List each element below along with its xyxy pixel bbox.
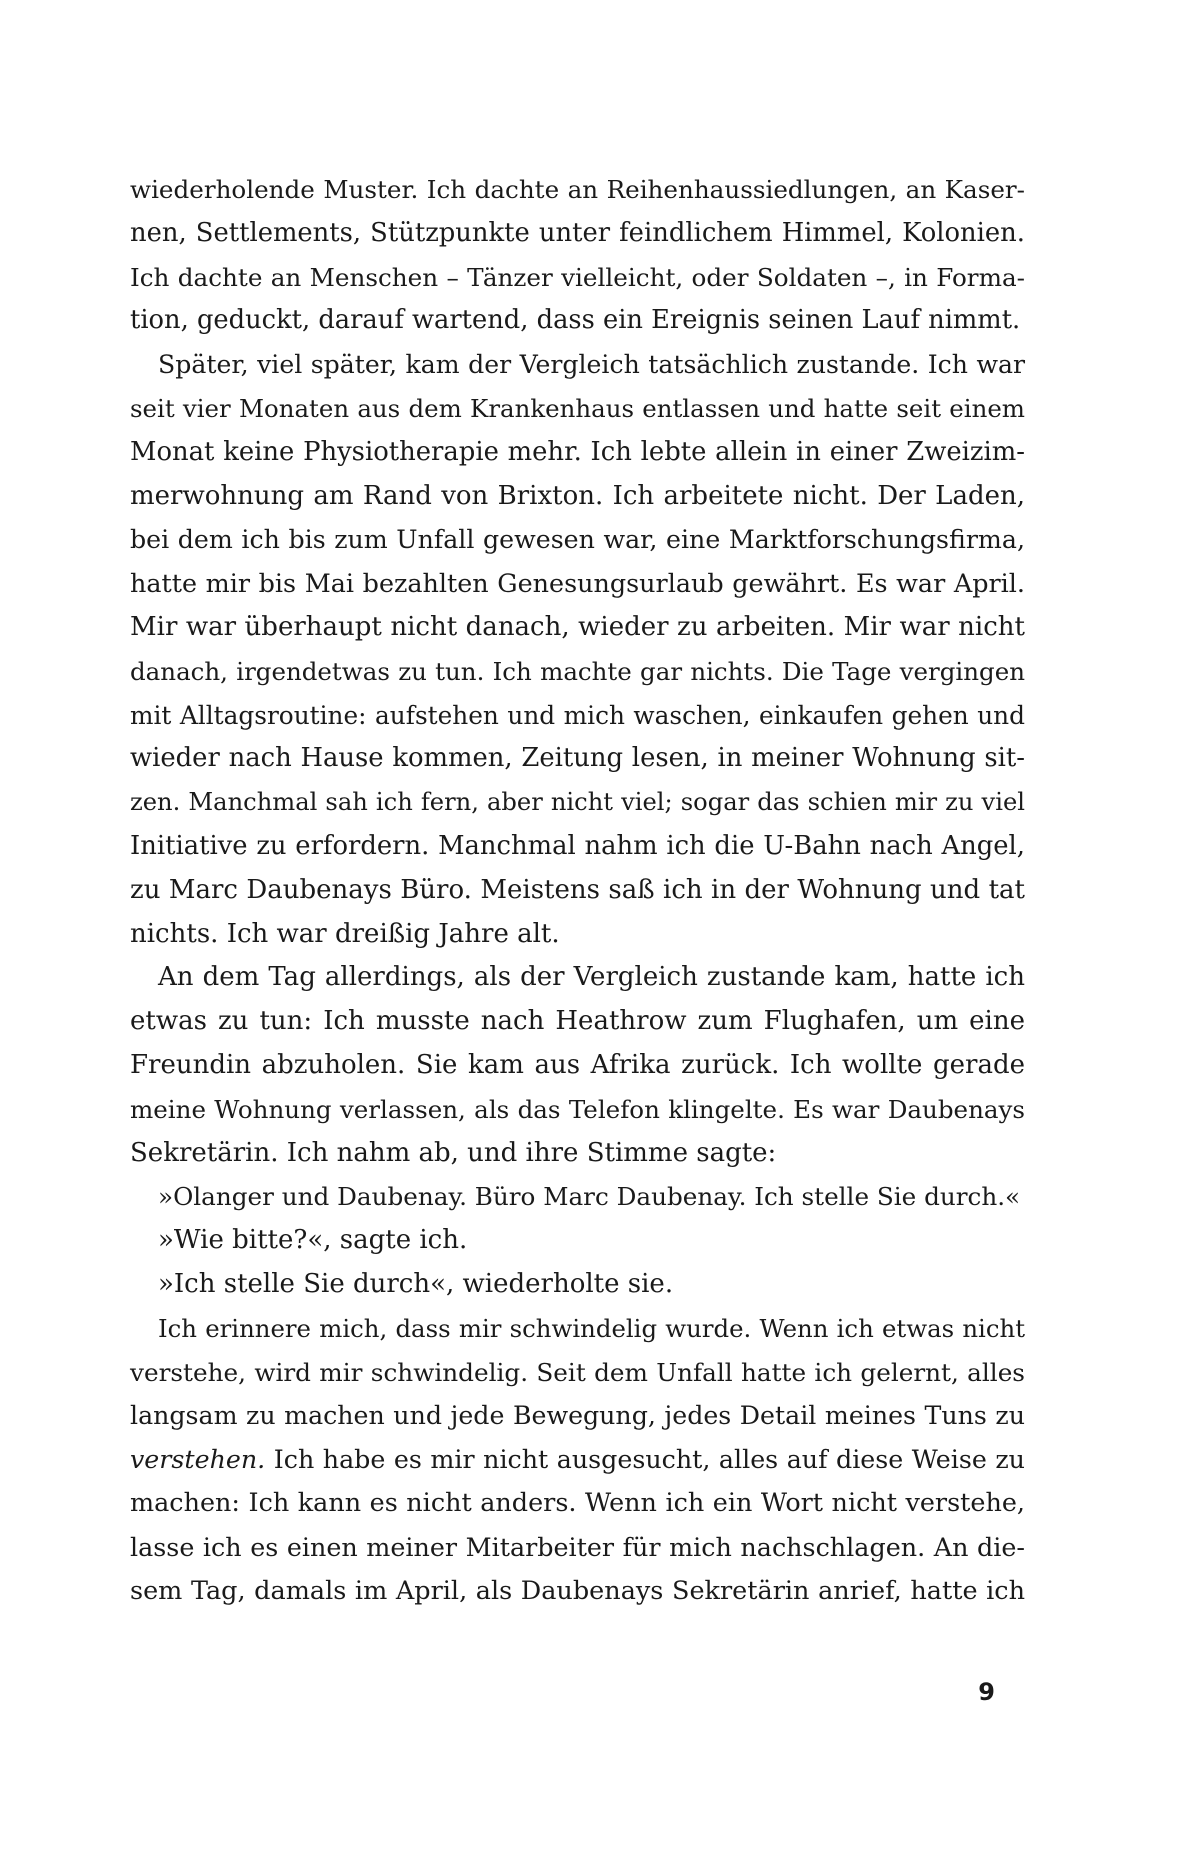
text-line: meine Wohnung verlassen, als das Telefon klingelte. Es war Daubenays	[130, 1094, 1025, 1124]
text-line: zu Marc Daubenays Büro. Meistens saß ich in der Wohnung und tat	[130, 874, 1025, 905]
text-line: Freundin abzuholen. Sie kam aus Afrika zurück. Ich wollte gerade	[130, 1049, 1025, 1080]
text-line: Initiative zu erfordern. Manchmal nahm ich die U-Bahn nach Angel,	[130, 830, 1025, 861]
text-line: seit vier Monaten aus dem Krankenhaus entlassen und hatte seit einem	[130, 393, 1025, 423]
text-line: wieder nach Hause kommen, Zeitung lesen, in meiner Wohnung sit-	[130, 743, 1025, 774]
text-line: bei dem ich bis zum Unfall gewesen war, eine Marktforschungsfirma,	[130, 525, 1025, 555]
emphasized-word: verstehen.	[130, 1444, 266, 1475]
text-line: Später, viel später, kam der Vergleich tatsächlich zustande. Ich war	[158, 350, 1025, 380]
text-line: hatte mir bis Mai bezahlten Genesungsurlaub gewährt. Es war April.	[130, 568, 1025, 599]
text-line: nen, Settlements, Stützpunkte unter feindlichem Himmel, Kolonien.	[130, 217, 1025, 248]
text-line	[130, 1438, 1025, 1482]
body-text	[130, 168, 1025, 1613]
text-line: langsam zu machen und jede Bewegung, jedes Detail meines Tuns zu	[130, 1401, 1025, 1431]
text-line: Ich dachte an Menschen – Tänzer vielleicht, oder Soldaten –, in Forma-	[130, 262, 1025, 292]
text-line: wiederholende Muster. Ich dachte an Reihenhaussiedlungen, an Kaser-	[130, 175, 1025, 204]
text-line: verstehe, wird mir schwindelig. Seit dem Unfall hatte ich gelernt, alles	[130, 1357, 1025, 1387]
text-line: zen. Manchmal sah ich fern, aber nicht viel; sogar das schien mir zu viel	[130, 788, 1025, 817]
text-line: merwohnung am Rand von Brixton. Ich arbeitete nicht. Der Laden,	[130, 480, 1025, 511]
text-line: etwas zu tun: Ich musste nach Heathrow zum Flughafen, um eine	[130, 1006, 1025, 1037]
page-number: 9	[978, 1678, 995, 1706]
text-line: Mir war überhaupt nicht danach, wieder zu arbeiten. Mir war nicht	[130, 611, 1025, 642]
text-line: Sekretärin. Ich nahm ab, und ihre Stimme sagte:	[130, 1137, 777, 1168]
text-line: An dem Tag allerdings, als der Vergleich zustande kam, hatte ich	[158, 962, 1025, 993]
text-line: sem Tag, damals im April, als Daubenays Sekretärin anrief, hatte ich	[130, 1575, 1025, 1606]
text-line: »Olanger und Daubenay. Büro Marc Daubenay. Ich stelle Sie durch.«	[158, 1182, 1021, 1212]
text-line: danach, irgendetwas zu tun. Ich machte gar nichts. Die Tage vergingen	[130, 656, 1025, 686]
text-line: Monat keine Physiotherapie mehr. Ich lebte allein in einer Zweizim-	[130, 436, 1025, 467]
text-line: lasse ich es einen meiner Mitarbeiter für mich nachschlagen. An die-	[130, 1531, 1025, 1562]
text-line: »Wie bitte?«, sagte ich.	[158, 1225, 468, 1256]
text-line: »Ich stelle Sie durch«, wiederholte sie.	[158, 1268, 674, 1299]
text-line: machen: Ich kann es nicht anders. Wenn ich ein Wort nicht verstehe,	[130, 1487, 1025, 1518]
text-line: Ich erinnere mich, dass mir schwindelig wurde. Wenn ich etwas nicht	[158, 1313, 1025, 1343]
text-line: mit Alltagsroutine: aufstehen und mich waschen, einkaufen gehen und	[130, 700, 1025, 730]
text-line-segment: Ich habe es mir nicht ausgesucht, alles auf diese Weise zu	[265, 1444, 1025, 1475]
text-line: tion, geduckt, darauf wartend, dass ein Ereignis seinen Lauf nimmt.	[130, 305, 1021, 336]
text-line: nichts. Ich war dreißig Jahre alt.	[130, 918, 560, 949]
